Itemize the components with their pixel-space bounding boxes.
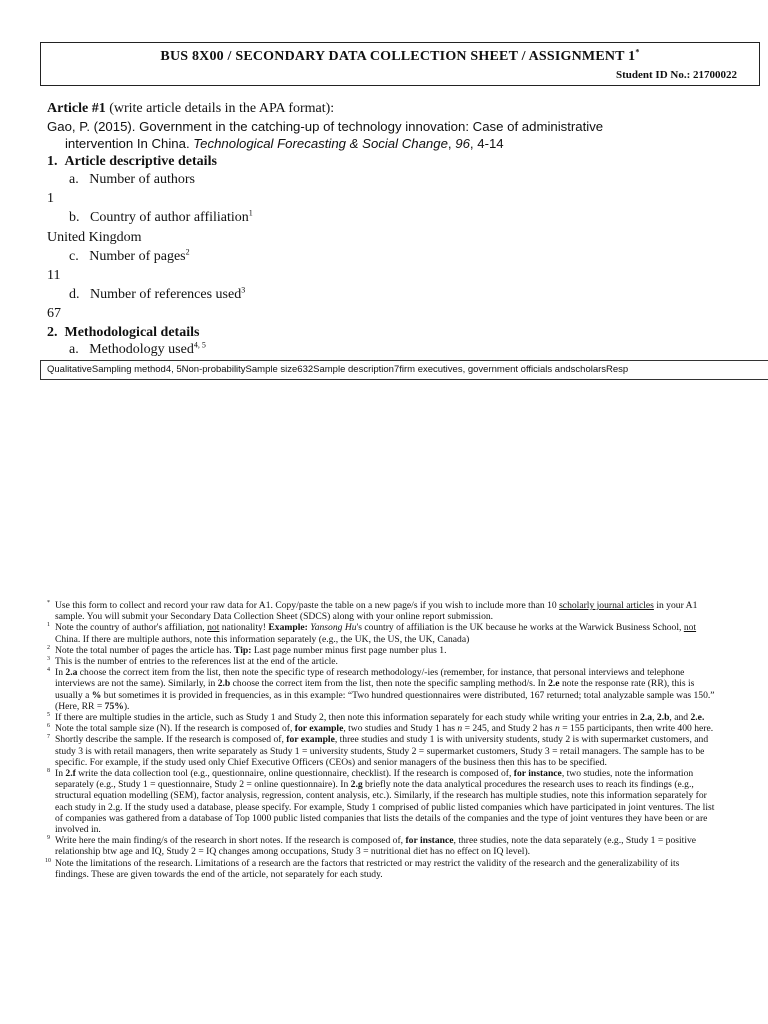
footnote-text: ,	[652, 712, 657, 724]
footnote-bold: 75%	[104, 700, 124, 712]
methodology-table-row: QualitativeSampling method4, 5Non-probabilitySample size632Sample description7firm executives, government officials andscholarsResp	[47, 364, 629, 375]
footnote-mark: 10	[45, 857, 51, 864]
item-2a-letter: a.	[69, 342, 79, 357]
footnote-text: , two studies and Study 1 has	[343, 723, 458, 735]
footnote-bold: 2.b	[217, 678, 231, 690]
footnote-text: briefly note the data analytical procedures the research uses to reach its findings (e.g., structural equation modelling (SEM), factor analysis, regression, content analysis, etc.). Similarly, if the research has multiple studies, note this information separately for each study in 2.g. If the study used a database, please specify. For example, Study 1 comprised of public listed companies which have participated in joint ventures. The list of companies was gathered from a database of Top 1000 public listed companies that lists the details of the companies and the type of joint ventures they have been or are involved in.	[55, 779, 715, 836]
footnote-bold: Example:	[268, 622, 308, 634]
item-1b-mark: 1	[248, 208, 253, 218]
footnote-7	[47, 734, 715, 768]
item-1c-mark: 2	[185, 247, 190, 257]
citation-line-1: Gao, P. (2015). Government in the catching-up of technology innovation: Case of administrative	[47, 119, 604, 134]
footnote-2	[47, 645, 715, 656]
item-1c	[69, 248, 190, 265]
footnote-bold: 2.a	[640, 712, 653, 724]
section-1-heading	[47, 153, 217, 170]
footnotes	[47, 600, 715, 880]
footnote-text: , three studies and study 1 is with university students, study 2 is with supermarket customers, and study 3 is with retail managers, then write separately as Study 1 = university students, Study 2 = supermarket customers, Study 3 = retail managers. The sample has to be specific. For example, if the study used only Chief Executive Officers (CEOs) and senior managers of the business then this has to be specified.	[55, 734, 709, 768]
footnote-3	[47, 656, 715, 667]
footnote-mark: 2	[47, 644, 50, 651]
footnote-underline: not	[683, 622, 697, 634]
footnote-underline: scholarly journal articles	[559, 600, 654, 611]
footnote-text: Note the country of author's affiliation,	[55, 622, 208, 634]
footnote-mark: 3	[47, 656, 50, 663]
methodology-table	[40, 360, 768, 380]
section-2-title: Methodological details	[64, 325, 200, 340]
footnote-text: If there are multiple studies in the article, such as Study 1 and Study 2, then note this information separately for each study while writing your entries in	[55, 712, 641, 724]
footnote-text: In	[55, 667, 66, 679]
footnote-text: In	[55, 768, 66, 780]
footnote-text: , and	[669, 712, 691, 724]
footnote-bold: 2.f	[65, 768, 76, 780]
item-1d-mark: 3	[241, 285, 246, 295]
item-1a	[69, 171, 195, 188]
footnote-mark: 1	[47, 622, 50, 629]
item-1a-letter: a.	[69, 172, 79, 187]
footnote-bold: %	[91, 689, 102, 701]
item-1b	[69, 209, 253, 226]
item-1d-letter: d.	[69, 287, 80, 302]
footnote-text: = 155 participants, then write 400 here.	[559, 723, 714, 735]
footnote-italic: n	[457, 723, 463, 735]
section-2-number: 2.	[47, 325, 58, 340]
footnote-text: 's country of affiliation is the UK because he works at the Warwick Business School,	[356, 622, 684, 634]
citation-text: intervention In China.	[65, 136, 194, 151]
footnote-bold: Tip:	[234, 644, 252, 656]
footnote-text: This is the number of entries to the references list at the end of the article.	[55, 656, 338, 668]
footnote-text: China. If there are multiple authors, note this information separately (e.g., the UK, the US, the UK, Canada)	[55, 633, 470, 645]
citation-journal: Technological Forecasting & Social Change	[193, 136, 448, 151]
item-1c-label: Number of pages	[89, 249, 186, 264]
footnote-italic: n	[555, 723, 560, 735]
footnote-text: , two studies, note the information separately (e.g., Study 1 = questionnaire, Study 2 = online questionnaire). In	[55, 768, 694, 791]
footnote-mark: 8	[47, 768, 50, 775]
footnote-mark: 6	[47, 723, 50, 730]
sheet-title	[41, 49, 759, 65]
footnote-mark: 5	[47, 712, 50, 719]
item-2a	[69, 341, 206, 358]
footnote-text: note the response rate (RR), this is usually a	[55, 678, 695, 701]
student-id-label: Student ID No.:	[615, 69, 691, 81]
article-label-note: (write article details in the APA format):	[105, 101, 335, 116]
item-1a-label: Number of authors	[89, 172, 195, 187]
footnote-text: nationality!	[219, 622, 269, 634]
header-box	[40, 42, 760, 86]
student-id-value: 21700022	[693, 69, 737, 81]
footnote-1	[47, 622, 715, 644]
title-footnote-mark: *	[635, 47, 640, 57]
footnote-bold: 2.g	[350, 779, 363, 791]
footnote-bold: for instance	[405, 835, 454, 847]
footnote-bold: 2.a	[65, 667, 78, 679]
footnote-text: choose the correct item from the list, then note the specific type of research methodology/-ies (remember, for instance, that personal interviews and telephone interviews are not the same). Similarly, in	[55, 667, 685, 690]
value-pages: 11	[47, 268, 61, 283]
footnote-text: Shortly describe the sample. If the research is composed of,	[55, 734, 287, 746]
footnote-text: Note the limitations of the research. Limitations of a research are the factors that restricted or may restrict the validity of the research and the generalizability of its findings. These are given towards the end of the article, not separately for each study.	[55, 857, 680, 880]
footnote-mark: 4	[47, 667, 50, 674]
footnote-text: but sometimes it is provided in frequencies, as in this example: “Two hundred questionnaires were distributed, 167 returned; total analyzable sample was 150.” (Here, RR =	[55, 689, 715, 712]
footnote-bold: 2.e	[548, 678, 560, 690]
footnote-underline: not	[207, 622, 220, 634]
footnote-bold: for example	[286, 734, 335, 746]
footnote-text: write the data collection tool (e.g., questionnaire, online questionnaire, checklist). If the research is composed of,	[75, 768, 514, 780]
footnote-mark: 9	[47, 835, 50, 842]
item-1d-label: Number of references used	[90, 287, 242, 302]
value-country: United Kingdom	[47, 230, 142, 245]
citation-line-2	[65, 135, 504, 152]
footnote-text: Note the total number of pages the article has.	[55, 644, 235, 656]
article-heading	[47, 100, 334, 117]
citation-separator: ,	[447, 136, 456, 151]
footnote-bold: for example	[294, 723, 344, 735]
footnote-italic: Yansong Hu	[307, 622, 357, 634]
footnote-text: = 245, and Study 2 has	[462, 723, 556, 735]
footnote-text: Use this form to collect and record your raw data for A1. Copy/paste the table on a new page/s if you wish to include more than 10	[55, 600, 560, 611]
sheet-title-text: BUS 8X00 / SECONDARY DATA COLLECTION SHEET / ASSIGNMENT 1	[160, 49, 636, 64]
footnote-4	[47, 667, 715, 712]
item-2a-label: Methodology used	[89, 342, 194, 357]
value-references: 67	[47, 306, 61, 321]
item-1b-label: Country of author affiliation	[90, 210, 249, 225]
footnote-0	[47, 600, 715, 622]
footnote-text: ).	[123, 700, 130, 712]
citation-pages: , 4-14	[469, 136, 504, 151]
footnote-text: in your A1 sample. You will submit your Secondary Data Collection Sheet (SDCS) along with your online report submission.	[55, 600, 698, 623]
item-2a-mark: 4, 5	[193, 340, 206, 350]
item-1d	[69, 286, 245, 303]
value-authors: 1	[47, 191, 54, 206]
footnote-mark: 7	[47, 734, 50, 741]
footnote-bold: 2.b	[656, 712, 670, 724]
footnote-8	[47, 768, 715, 835]
footnote-5	[47, 712, 715, 723]
footnote-6	[47, 723, 715, 734]
item-1c-letter: c.	[69, 249, 79, 264]
footnote-9	[47, 835, 715, 857]
section-1-title: Article descriptive details	[64, 154, 217, 169]
student-id	[616, 69, 737, 81]
footnote-bold: for instance	[513, 768, 562, 780]
footnote-mark: *	[47, 600, 50, 606]
footnote-text: Write here the main finding/s of the research in short notes. If the research is composed of,	[55, 835, 406, 847]
article-label: Article #1	[47, 101, 106, 116]
footnote-text: choose the correct item from the list, then note the specific sampling method/s. In	[230, 678, 549, 690]
footnote-text: Note the total sample size (N). If the research is composed of,	[55, 723, 295, 735]
footnote-10	[47, 858, 715, 880]
section-1-number: 1.	[47, 154, 58, 169]
footnote-text: , three studies, note the data separately (e.g., Study 1 = positive relationship btw age and IQ, Study 2 = IQ changes among occupations, Study 3 = nutritional diet has no effect on IQ level).	[55, 835, 697, 858]
footnote-text: Last page number minus first page number plus 1.	[251, 644, 447, 656]
section-2-heading	[47, 324, 199, 341]
citation-volume: 96	[455, 136, 470, 151]
item-1b-letter: b.	[69, 210, 80, 225]
footnote-bold: 2.e.	[690, 712, 705, 724]
